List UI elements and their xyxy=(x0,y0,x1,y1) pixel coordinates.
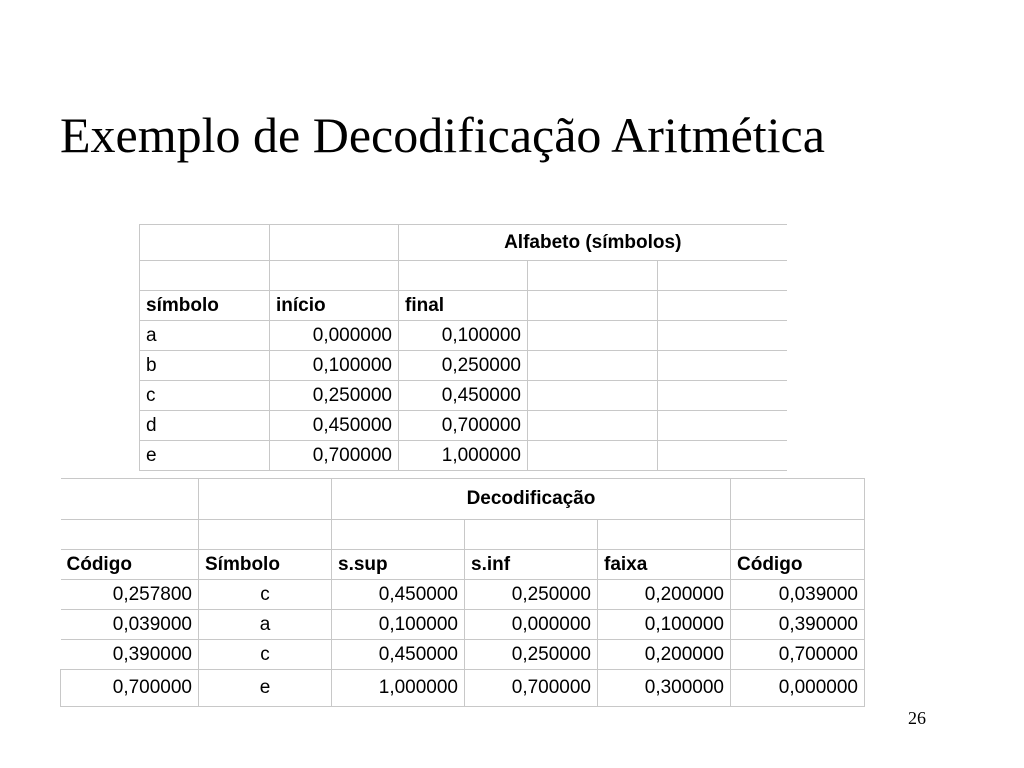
decoding-empty-cell xyxy=(199,479,332,520)
decoding-next-code-cell: 0,390000 xyxy=(731,610,865,640)
alphabet-empty-cell xyxy=(528,291,658,321)
decoding-header-symbol: Símbolo xyxy=(199,550,332,580)
decoding-range-cell: 0,200000 xyxy=(598,640,731,670)
alphabet-header-symbol: símbolo xyxy=(140,291,270,321)
alphabet-table xyxy=(139,224,787,471)
decoding-symbol-cell: c xyxy=(199,580,332,610)
decoding-empty-cell xyxy=(332,520,465,550)
decoding-upper-cell: 0,450000 xyxy=(332,640,465,670)
alphabet-symbol-cell: d xyxy=(140,411,270,441)
decoding-empty-cell xyxy=(61,479,199,520)
table-row xyxy=(140,411,787,441)
decoding-header-lower: s.inf xyxy=(465,550,598,580)
alphabet-empty-cell xyxy=(528,411,658,441)
alphabet-empty-cell xyxy=(528,351,658,381)
alphabet-end-cell: 1,000000 xyxy=(399,441,528,471)
table-row xyxy=(61,610,865,640)
decoding-lower-cell: 0,000000 xyxy=(465,610,598,640)
alphabet-end-cell: 0,700000 xyxy=(399,411,528,441)
alphabet-empty-cell xyxy=(399,261,528,291)
alphabet-end-cell: 0,250000 xyxy=(399,351,528,381)
alphabet-table-title: Alfabeto (símbolos) xyxy=(399,225,787,261)
alphabet-empty-cell xyxy=(658,321,787,351)
alphabet-empty-cell xyxy=(528,441,658,471)
alphabet-start-cell: 0,100000 xyxy=(270,351,399,381)
decoding-next-code-cell: 0,700000 xyxy=(731,640,865,670)
decoding-range-cell: 0,100000 xyxy=(598,610,731,640)
table-row xyxy=(140,321,787,351)
decoding-next-code-cell: 0,039000 xyxy=(731,580,865,610)
table-row xyxy=(61,670,865,707)
decoding-header-upper: s.sup xyxy=(332,550,465,580)
decoding-lower-cell: 0,700000 xyxy=(465,670,598,707)
decoding-table xyxy=(60,478,865,707)
alphabet-symbol-cell: b xyxy=(140,351,270,381)
alphabet-empty-cell xyxy=(140,261,270,291)
slide-title: Exemplo de Decodificação Aritmética xyxy=(60,107,825,163)
alphabet-empty-cell xyxy=(658,261,787,291)
decoding-empty-cell xyxy=(61,520,199,550)
alphabet-symbol-cell: c xyxy=(140,381,270,411)
alphabet-empty-cell xyxy=(658,351,787,381)
decoding-lower-cell: 0,250000 xyxy=(465,640,598,670)
decoding-header-code: Código xyxy=(61,550,199,580)
alphabet-start-cell: 0,000000 xyxy=(270,321,399,351)
alphabet-end-cell: 0,100000 xyxy=(399,321,528,351)
table-row xyxy=(140,441,787,471)
decoding-range-cell: 0,200000 xyxy=(598,580,731,610)
table-row xyxy=(61,580,865,610)
alphabet-empty-cell xyxy=(270,261,399,291)
alphabet-empty-cell xyxy=(528,261,658,291)
decoding-header-next-code: Código xyxy=(731,550,865,580)
decoding-symbol-cell: c xyxy=(199,640,332,670)
alphabet-header-start: início xyxy=(270,291,399,321)
alphabet-empty-cell xyxy=(658,411,787,441)
decoding-upper-cell: 1,000000 xyxy=(332,670,465,707)
decoding-code-cell: 0,257800 xyxy=(61,580,199,610)
decoding-symbol-cell: e xyxy=(199,670,332,707)
decoding-code-cell: 0,390000 xyxy=(61,640,199,670)
alphabet-header-end: final xyxy=(399,291,528,321)
decoding-empty-cell xyxy=(598,520,731,550)
alphabet-empty-cell xyxy=(658,291,787,321)
alphabet-empty-cell xyxy=(140,225,270,261)
decoding-code-cell: 0,039000 xyxy=(61,610,199,640)
decoding-empty-cell xyxy=(465,520,598,550)
alphabet-symbol-cell: e xyxy=(140,441,270,471)
alphabet-empty-cell xyxy=(658,441,787,471)
decoding-empty-cell xyxy=(199,520,332,550)
alphabet-end-cell: 0,450000 xyxy=(399,381,528,411)
decoding-range-cell: 0,300000 xyxy=(598,670,731,707)
decoding-empty-cell xyxy=(731,520,865,550)
alphabet-empty-cell xyxy=(528,321,658,351)
table-row xyxy=(140,351,787,381)
decoding-upper-cell: 0,100000 xyxy=(332,610,465,640)
page-number: 26 xyxy=(908,708,926,728)
alphabet-symbol-cell: a xyxy=(140,321,270,351)
alphabet-empty-cell xyxy=(270,225,399,261)
alphabet-start-cell: 0,700000 xyxy=(270,441,399,471)
decoding-code-cell: 0,700000 xyxy=(61,670,199,707)
decoding-header-range: faixa xyxy=(598,550,731,580)
alphabet-start-cell: 0,250000 xyxy=(270,381,399,411)
table-row xyxy=(140,381,787,411)
decoding-next-code-cell: 0,000000 xyxy=(731,670,865,707)
alphabet-empty-cell xyxy=(528,381,658,411)
decoding-upper-cell: 0,450000 xyxy=(332,580,465,610)
decoding-symbol-cell: a xyxy=(199,610,332,640)
alphabet-empty-cell xyxy=(658,381,787,411)
table-row xyxy=(61,640,865,670)
decoding-table-title: Decodificação xyxy=(332,479,731,520)
alphabet-start-cell: 0,450000 xyxy=(270,411,399,441)
decoding-empty-cell xyxy=(731,479,865,520)
decoding-lower-cell: 0,250000 xyxy=(465,580,598,610)
